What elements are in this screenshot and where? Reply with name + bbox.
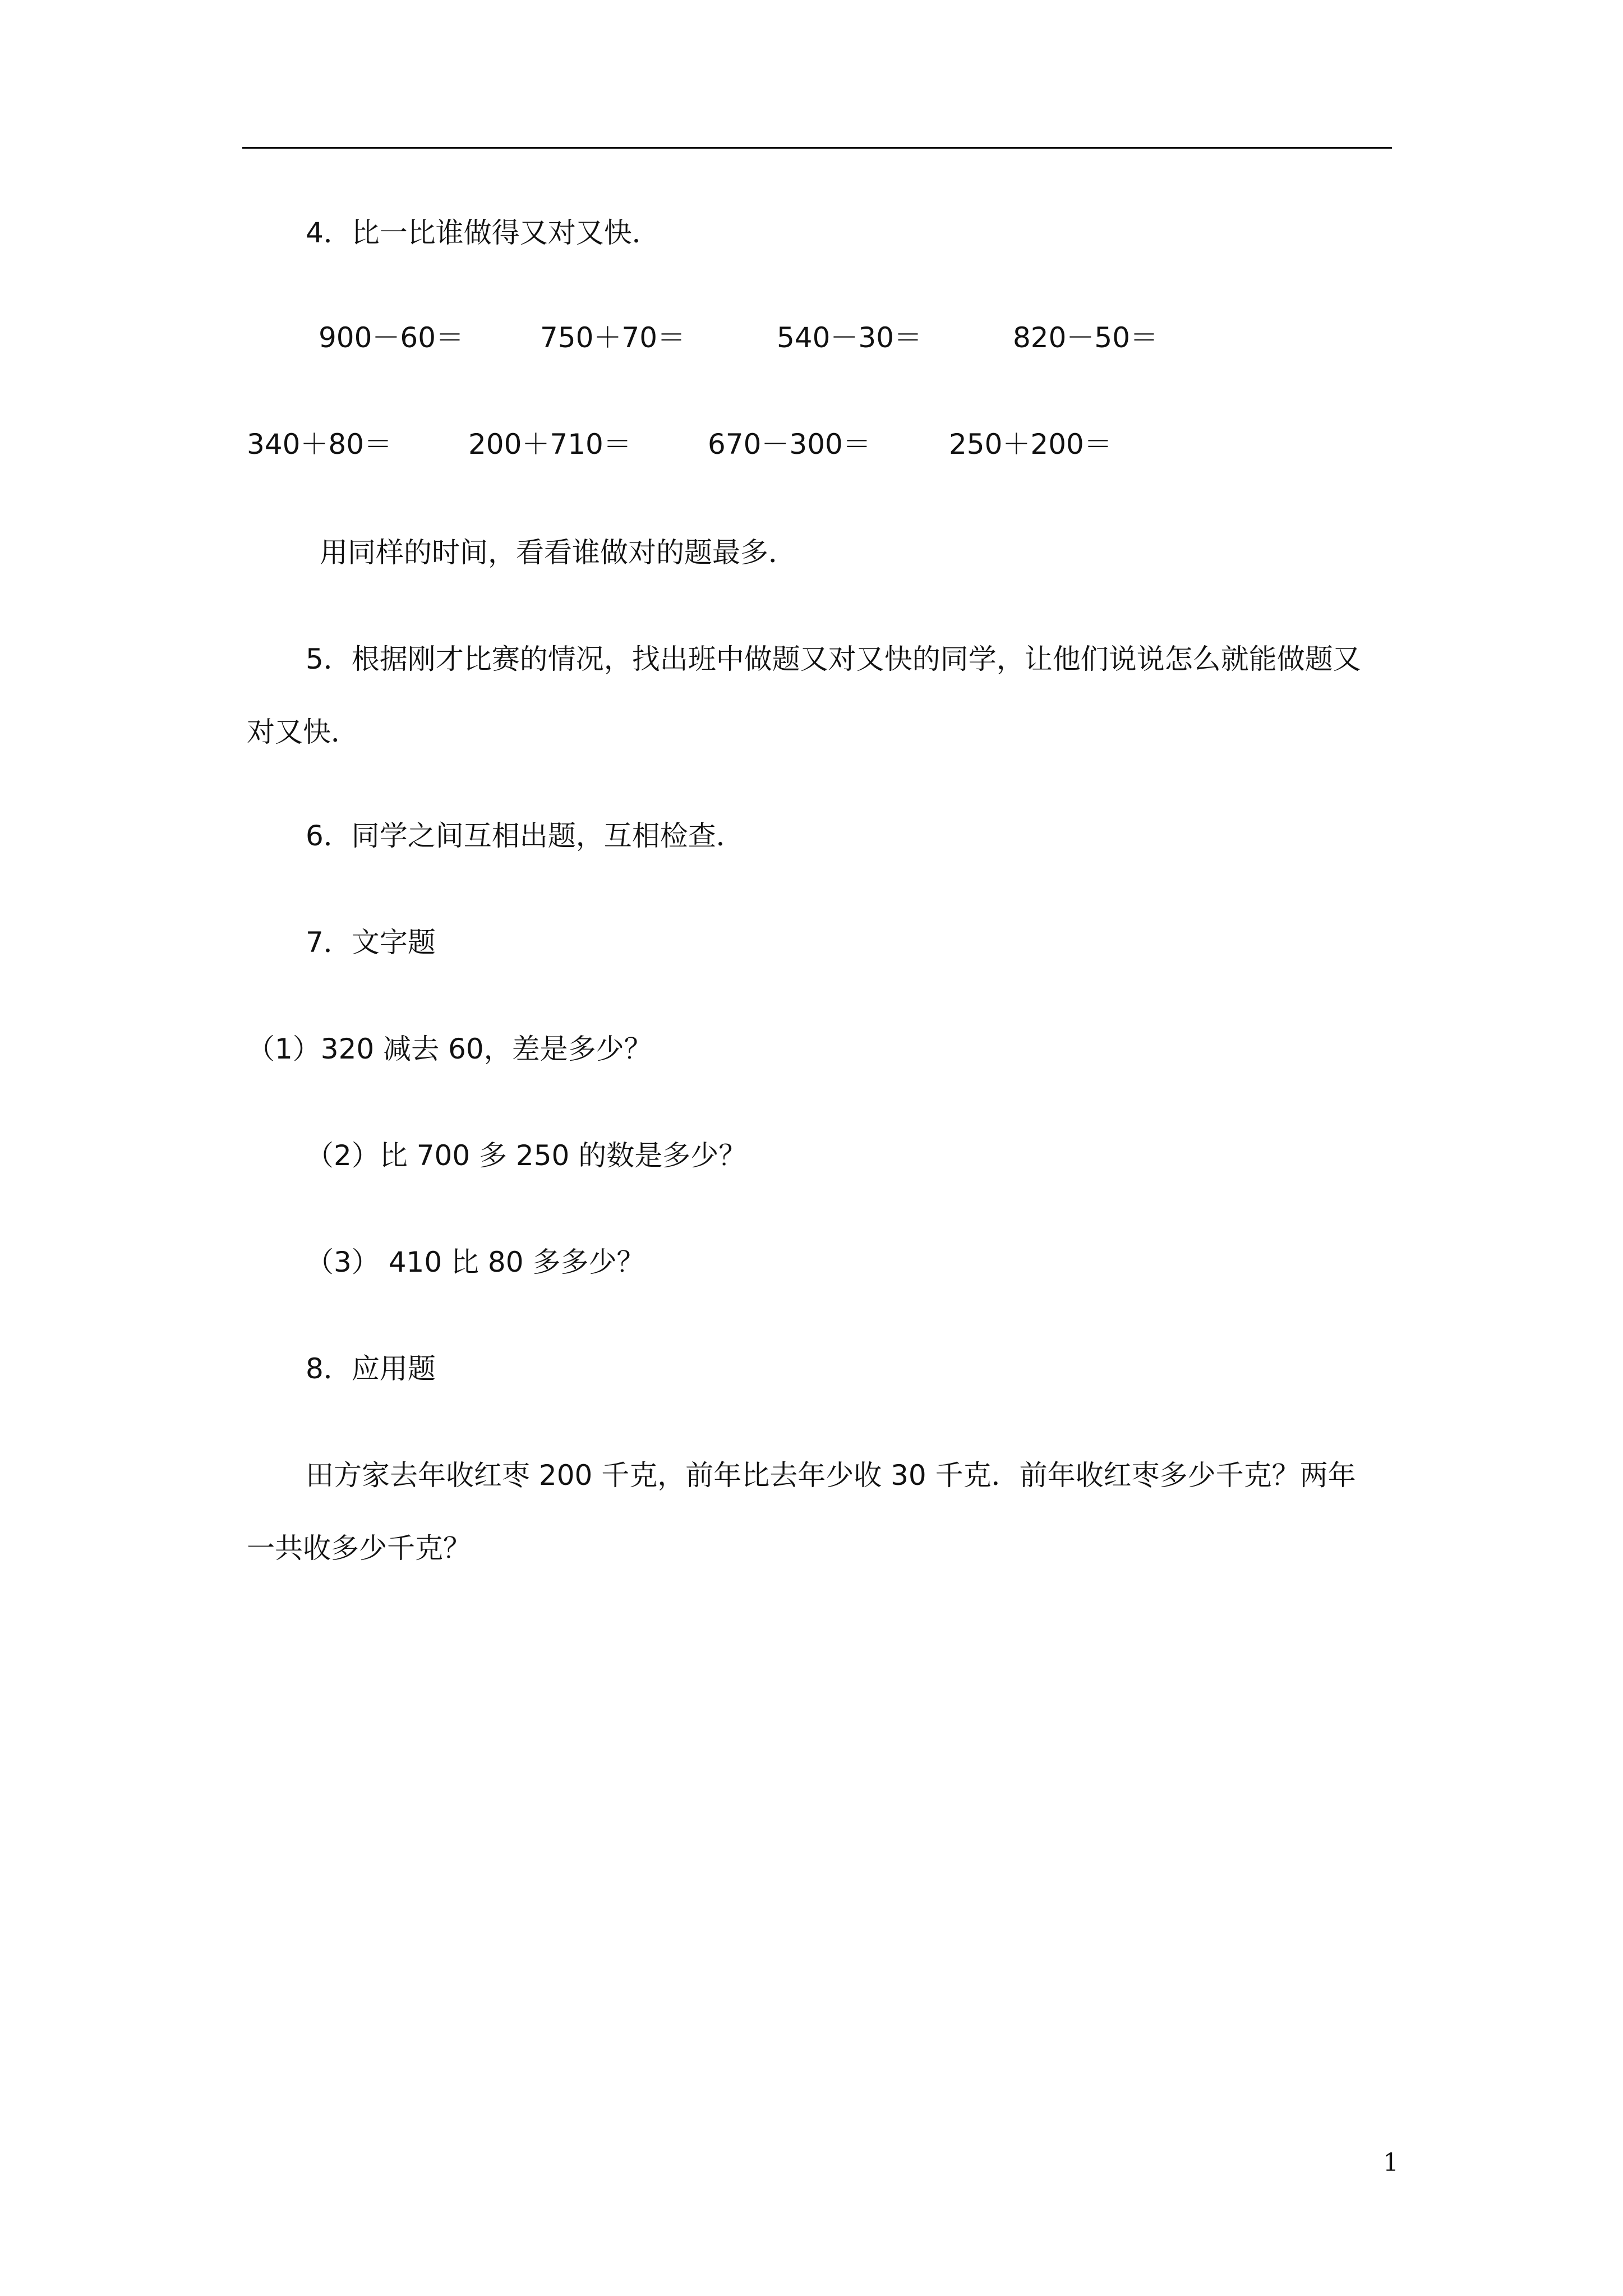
question-8-line1: 田方家去年收红枣 200 千克，前年比去年少收 30 千克．前年收红枣多少千克？两年: [306, 1459, 1356, 1492]
expression-row2-1: 340＋80＝: [247, 428, 393, 461]
expression-row1-2: 750＋70＝: [540, 321, 686, 354]
expression-row2-3: 670－300＝: [708, 428, 871, 461]
page-number: 1: [1383, 2148, 1399, 2177]
question-4-title: 4．比一比谁做得又对又快．: [306, 217, 660, 249]
expression-row2-4: 250＋200＝: [949, 428, 1112, 461]
question-5-line2: 对又快．: [247, 716, 359, 748]
expression-row1-3: 540－30＝: [777, 321, 923, 354]
question-8-title: 8．应用题: [306, 1352, 436, 1385]
expression-row2-2: 200＋710＝: [468, 428, 631, 461]
expression-row1-1: 900－60＝: [319, 321, 464, 354]
question-7-item-1: （1）320 减去 60，差是多少？: [247, 1033, 652, 1065]
expression-row1-4: 820－50＝: [1013, 321, 1159, 354]
question-6: 6．同学之间互相出题，互相检查．: [306, 820, 744, 852]
question-5-line1: 5．根据刚才比赛的情况，找出班中做题又对又快的同学，让他们说说怎么就能做题又: [306, 643, 1361, 675]
question-4-note: 用同样的时间，看看谁做对的题最多．: [320, 536, 796, 569]
header-rule: [242, 147, 1392, 149]
question-7-title: 7．文字题: [306, 926, 436, 959]
question-7-item-2: （2）比 700 多 250 的数是多少？: [306, 1139, 747, 1172]
question-8-line2: 一共收多少千克？: [247, 1532, 471, 1565]
question-7-item-3: （3） 410 比 80 多多少？: [306, 1246, 645, 1278]
